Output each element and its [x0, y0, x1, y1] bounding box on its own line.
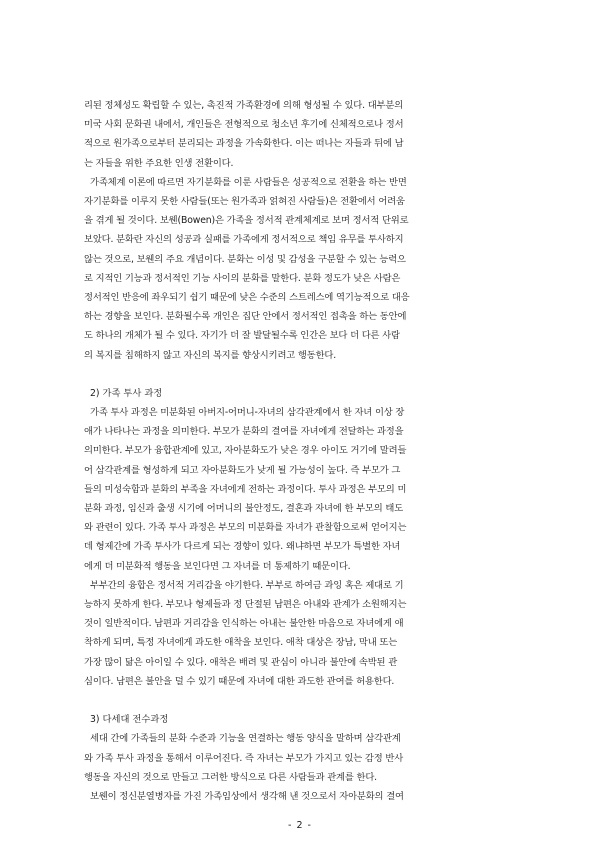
text-line: 의 복지를 침해하지 않고 자신의 복지를 향상시키려고 행동한다.	[84, 349, 337, 361]
section-multigenerational	[84, 710, 516, 806]
text-line: 도 하나의 개체가 될 수 있다. 자기가 더 잘 발달될수록 인간은 보다 더 다른 사람	[84, 330, 400, 342]
section-heading-2: 2) 가족 투사 과정	[90, 387, 163, 399]
text-line: 가족 투사 과정은 미분화된 아버지-어머니-자녀의 삼각관계에서 한 자녀 이상 장	[90, 407, 405, 419]
text-line: 는 자들을 위한 주요한 인생 전환이다.	[84, 157, 234, 169]
text-line: 리된 정체성도 확립할 수 있는, 촉진적 가족환경에 의해 형성될 수 있다. 대부분의	[84, 100, 404, 111]
intro-paragraph	[84, 96, 516, 365]
section-3-body	[84, 729, 516, 806]
text-line: 로 지적인 기능과 정서적인 기능 사이의 분화를 말한다. 분화 정도가 낮은 사람은	[84, 272, 401, 284]
text-line: 자기분화를 이루지 못한 사람들(또는 원가족과 얽혀진 사람들)은 전환에서 어려움	[84, 196, 405, 208]
text-line: 미국 사회 문화권 내에서, 개인들은 전형적으로 청소년 후기에 신체적으로나 정서	[84, 119, 404, 131]
section-2-body	[84, 403, 516, 691]
text-line: 것이 일반적이다. 남편과 거리감을 인식하는 아내는 불안한 마음으로 자녀에게 애	[84, 618, 404, 630]
text-line: 보웬이 정신분열병자를 가진 가족임상에서 생각해 낸 것으로서 자아분화의 결여	[90, 790, 404, 802]
text-line: 부부간의 융합은 정서적 거리감을 야기한다. 부부로 하여금 과잉 혹은 제대로 기	[90, 579, 404, 591]
text-line: 분화 과정, 임신과 출생 시기에 어머니의 불안정도, 결혼과 자녀에 한 부모의 태도	[84, 503, 404, 515]
text-line: 을 겪게 될 것이다. 보웬(Bowen)은 가족을 정서적 관계체계로 보며 정서적 단위로	[84, 215, 409, 227]
document-body	[84, 96, 516, 806]
text-line: 가장 많이 닮은 아이일 수 있다. 애착은 배려 및 관심이 아니라 불안에 속박된 관	[84, 656, 398, 668]
text-line: 능하지 못하게 한다. 부모나 형제들과 정 단절된 남편은 아내와 관계가 소원해지는	[84, 599, 407, 611]
page-number: - 2 -	[288, 820, 312, 831]
text-line: 보았다. 분화란 자신의 성공과 실패를 가족에게 정서적으로 책임 유무를 투사하지	[84, 234, 404, 246]
text-line: 에게 더 미분화적 행동을 보인다면 그 자녀를 더 통제하기 때문이다.	[84, 560, 351, 572]
text-line: 가족체계 이론에 따르면 자기분화를 이룬 사람들은 성공적으로 전환을 하는 반면	[90, 176, 407, 188]
text-line: 어 삼각관계를 형성하게 되고 자아분화도가 낮게 될 가능성이 높다. 즉 부모가 그	[84, 464, 401, 476]
text-line: 데 형제간에 가족 투사가 다르게 되는 경향이 있다. 왜냐하면 부모가 특별한 자녀	[84, 541, 401, 553]
text-line: 와 가족 투사 과정을 통해서 이루어진다. 즉 자녀는 부모가 가지고 있는 감정 반사	[84, 752, 404, 764]
text-line: 하는 경향을 보인다. 분화될수록 개인은 집단 안에서 정서적인 접촉을 하는 동안에	[84, 311, 407, 323]
text-line: 정서적인 반응에 좌우되기 쉽기 때문에 낮은 수준의 스트레스에 역기능적으로 대응	[84, 292, 410, 304]
text-line: 않는 것으로, 보웬의 주요 개념이다. 분화는 이성 및 감성을 구분할 수 있는 능력으	[84, 253, 406, 265]
text-line: 들의 미성숙함과 분화의 부족을 자녀에게 전하는 과정이다. 투사 과정은 부모의 미	[84, 483, 407, 495]
text-line: 세대 간에 가족들의 분화 수준과 기능을 연결하는 행동 양식을 말하며 삼각관계	[90, 733, 401, 745]
text-line: 착하게 되며, 특정 자녀에게 과도한 애착을 보인다. 애착 대상은 장남, 막내 또는	[84, 637, 398, 649]
text-line: 와 관련이 있다. 가족 투사 과정은 부모의 미분화를 자녀가 관찰함으로써 얻어지는	[84, 522, 407, 534]
text-line: 애가 나타나는 과정을 의미한다. 부모가 분화의 결여를 자녀에게 전달하는 과정을	[84, 426, 404, 438]
section-family-projection	[84, 384, 516, 691]
text-line: 의미한다. 부모가 융합관계에 있고, 자아분화도가 낮은 경우 아이도 거기에 말려들	[84, 445, 407, 457]
section-heading-3: 3) 다세대 전수과정	[90, 714, 169, 726]
text-line: 적으로 원가족으로부터 분리되는 과정을 가속화한다. 이는 떠나는 자들과 뒤에 남	[84, 138, 404, 150]
text-line: 심이다. 남편은 불안을 덜 수 있기 때문에 자녀에 대한 과도한 관여를 허용한다.	[84, 675, 395, 687]
text-line: 행동을 자신의 것으로 만들고 그러한 방식으로 다른 사람들과 관계를 한다.	[84, 771, 377, 783]
